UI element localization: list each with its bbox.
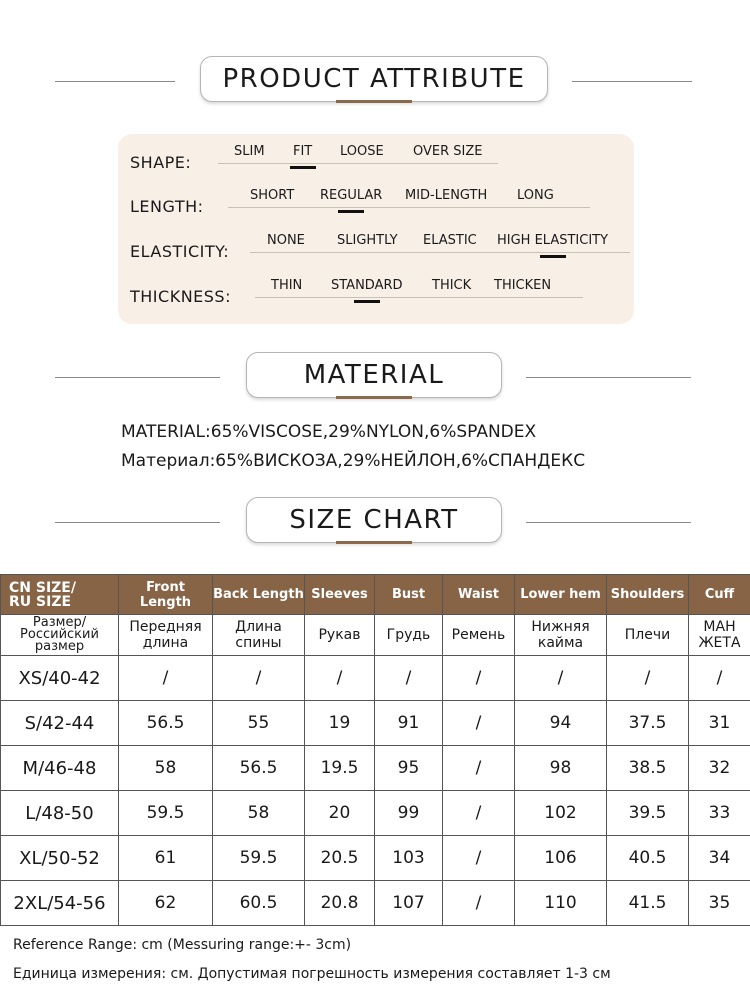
attr-option-selected: HIGH ELASTICITY <box>497 233 609 248</box>
table-header-ru <box>1 615 750 656</box>
table-cell: / <box>443 656 515 701</box>
attr-option: THICK <box>432 278 472 293</box>
table-cell: Длина спины <box>213 615 305 656</box>
attr-option: LOOSE <box>340 144 384 159</box>
table-cell: 40.5 <box>607 836 689 881</box>
table-cell: Back Length <box>213 575 305 615</box>
accent-bar <box>336 541 412 544</box>
attr-option: ELASTIC <box>423 233 477 248</box>
size-chart-table <box>0 574 750 926</box>
table-cell: Передняя длина <box>119 615 213 656</box>
size-label-cell: M/46-48 <box>1 746 119 791</box>
size-label-cell: S/42-44 <box>1 701 119 746</box>
size-label-cell: XS/40-42 <box>1 656 119 701</box>
table-row <box>1 746 750 791</box>
attr-row-thickness <box>130 276 620 306</box>
attr-options-line <box>250 234 630 253</box>
table-cell: / <box>443 701 515 746</box>
divider <box>526 377 691 378</box>
table-cell: Waist <box>443 575 515 615</box>
attr-option: MID-LENGTH <box>405 188 488 203</box>
table-row <box>1 881 750 926</box>
table-cell: 59.5 <box>119 791 213 836</box>
product-attribute-panel <box>118 134 634 324</box>
table-cell: 37.5 <box>607 701 689 746</box>
table-cell: Lower hem <box>515 575 607 615</box>
section-title-pill <box>200 56 548 102</box>
table-cell: Плечи <box>607 615 689 656</box>
divider <box>526 522 691 523</box>
section-header-size-chart <box>0 497 750 547</box>
section-header-product-attribute <box>0 56 750 106</box>
size-label-cell: CN SIZE/ RU SIZE <box>1 575 119 615</box>
attr-label: LENGTH: <box>130 197 204 216</box>
table-cell: / <box>213 656 305 701</box>
size-label-cell: L/48-50 <box>1 791 119 836</box>
material-en: MATERIAL:65%VISCOSE,29%NYLON,6%SPANDEX <box>121 422 537 442</box>
footer-reference-en: Reference Range: cm (Messuring range:+- 3cm) <box>13 937 352 953</box>
table-cell: 107 <box>375 881 443 926</box>
table-cell: 61 <box>119 836 213 881</box>
size-label-cell: Размер/ Российский размер <box>1 615 119 656</box>
table-cell: 60.5 <box>213 881 305 926</box>
table-cell: 102 <box>515 791 607 836</box>
table-cell: 91 <box>375 701 443 746</box>
attr-option: THIN <box>271 278 303 293</box>
section-title: SIZE CHART <box>289 505 459 535</box>
table-cell: 95 <box>375 746 443 791</box>
table-cell: 38.5 <box>607 746 689 791</box>
table-cell: МАН ЖЕТА <box>689 615 750 656</box>
table-cell: 58 <box>213 791 305 836</box>
section-title: MATERIAL <box>303 360 445 390</box>
attr-option: SHORT <box>250 188 295 203</box>
table-cell: 56.5 <box>213 746 305 791</box>
table-cell: 106 <box>515 836 607 881</box>
table-header-en <box>1 575 750 615</box>
table-cell: 103 <box>375 836 443 881</box>
accent-bar <box>336 396 412 399</box>
section-title-pill <box>246 352 502 398</box>
attr-row-length <box>130 186 620 216</box>
table-cell: / <box>443 746 515 791</box>
table-cell: 99 <box>375 791 443 836</box>
table-cell: 62 <box>119 881 213 926</box>
table-cell: Shoulders <box>607 575 689 615</box>
table-cell: 20.5 <box>305 836 375 881</box>
table-cell: Грудь <box>375 615 443 656</box>
attr-label: ELASTICITY: <box>130 242 230 261</box>
divider <box>55 81 175 82</box>
table-cell: 35 <box>689 881 750 926</box>
attr-option: SLIGHTLY <box>337 233 398 248</box>
size-label-cell: 2XL/54-56 <box>1 881 119 926</box>
attr-label: SHAPE: <box>130 153 192 172</box>
size-label-cell: XL/50-52 <box>1 836 119 881</box>
table-cell: / <box>443 836 515 881</box>
table-cell: / <box>305 656 375 701</box>
attr-option: NONE <box>267 233 305 248</box>
table-cell: / <box>607 656 689 701</box>
table-cell: 19.5 <box>305 746 375 791</box>
section-title: PRODUCT ATTRIBUTE <box>222 64 526 94</box>
footer-reference-ru: Единица измерения: см. Допустимая погрешность измерения составляет 1-3 см <box>13 966 611 982</box>
table-cell: 55 <box>213 701 305 746</box>
table-cell: Ремень <box>443 615 515 656</box>
attr-option: OVER SIZE <box>413 144 483 159</box>
table-cell: 20 <box>305 791 375 836</box>
attr-options-line <box>228 189 590 208</box>
table-cell: 32 <box>689 746 750 791</box>
attr-row-shape <box>130 142 620 172</box>
table-cell: 41.5 <box>607 881 689 926</box>
table-cell: Front Length <box>119 575 213 615</box>
table-cell: 33 <box>689 791 750 836</box>
table-row <box>1 656 750 701</box>
attr-option-selected: STANDARD <box>331 278 403 293</box>
table-cell: / <box>375 656 443 701</box>
table-cell: 20.8 <box>305 881 375 926</box>
divider <box>55 377 220 378</box>
section-header-material <box>0 352 750 402</box>
divider <box>572 81 692 82</box>
section-title-pill <box>246 497 502 543</box>
table-cell: Нижняя кайма <box>515 615 607 656</box>
table-cell: 31 <box>689 701 750 746</box>
table-cell: / <box>689 656 750 701</box>
table-cell: Cuff <box>689 575 750 615</box>
table-cell: / <box>119 656 213 701</box>
table-cell: 19 <box>305 701 375 746</box>
attr-option: THICKEN <box>494 278 552 293</box>
table-cell: 34 <box>689 836 750 881</box>
accent-bar <box>336 100 412 103</box>
attr-option-selected: REGULAR <box>320 188 383 203</box>
table-cell: 59.5 <box>213 836 305 881</box>
table-cell: / <box>443 791 515 836</box>
attr-option: LONG <box>517 188 554 203</box>
table-row <box>1 836 750 881</box>
attr-row-elasticity <box>130 231 630 261</box>
divider <box>55 522 220 523</box>
attr-label: THICKNESS: <box>130 287 231 306</box>
attr-options-line <box>255 279 583 298</box>
table-cell: 58 <box>119 746 213 791</box>
table-cell: / <box>443 881 515 926</box>
table-cell: 94 <box>515 701 607 746</box>
table-row <box>1 701 750 746</box>
table-cell: Рукав <box>305 615 375 656</box>
table-row <box>1 791 750 836</box>
attr-option-selected: FIT <box>293 144 313 159</box>
table-cell: 39.5 <box>607 791 689 836</box>
attr-option: SLIM <box>234 144 265 159</box>
table-cell: / <box>515 656 607 701</box>
table-cell: Sleeves <box>305 575 375 615</box>
attr-options-line <box>218 145 498 164</box>
table-cell: Bust <box>375 575 443 615</box>
table-cell: 98 <box>515 746 607 791</box>
table-cell: 56.5 <box>119 701 213 746</box>
table-cell: 110 <box>515 881 607 926</box>
material-ru: Материал:65%ВИСКОЗА,29%НЕЙЛОН,6%СПАНДЕКС <box>121 451 586 471</box>
